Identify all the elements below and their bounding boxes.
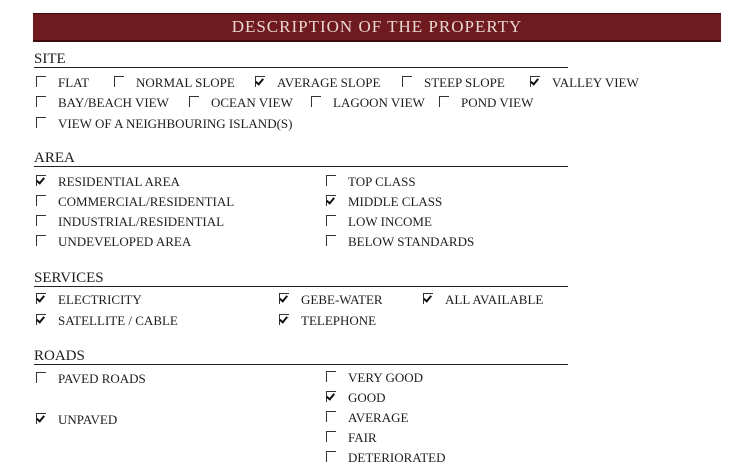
checkbox-icon (326, 195, 336, 206)
checkbox-label: VALLEY VIEW (552, 75, 639, 90)
checkbox-icon (326, 235, 336, 246)
checkbox-satellite-cable[interactable] (36, 313, 178, 328)
checkbox-icon (36, 413, 46, 424)
checkbox-icon (279, 314, 289, 325)
checkbox-icon (326, 175, 336, 186)
checkbox-pond-view[interactable] (439, 95, 533, 110)
checkbox-label: DETERIORATED (348, 450, 446, 465)
checkbox-below-standards[interactable] (326, 234, 474, 249)
checkbox-label: GEBE-WATER (301, 292, 383, 307)
checkbox-label: AVERAGE (348, 410, 409, 425)
checkbox-icon (189, 96, 199, 107)
checkbox-label: BELOW STANDARDS (348, 234, 475, 249)
checkbox-label: FLAT (58, 75, 90, 90)
checkbox-label: UNPAVED (58, 412, 118, 427)
section-heading-services: SERVICES (34, 270, 568, 287)
checkbox-label: ELECTRICITY (58, 292, 142, 307)
checkbox-label: AVERAGE SLOPE (277, 75, 381, 90)
form-title-banner: DESCRIPTION OF THE PROPERTY (33, 13, 721, 42)
checkbox-icon (423, 293, 433, 304)
checkbox-label: SATELLITE / CABLE (58, 313, 178, 328)
checkbox-label: OCEAN VIEW (211, 95, 293, 110)
checkbox-label: NORMAL SLOPE (136, 75, 235, 90)
checkbox-icon (36, 235, 46, 246)
checkbox-all-available[interactable] (423, 292, 543, 307)
checkbox-icon (36, 175, 46, 186)
checkbox-undeveloped-area[interactable] (36, 234, 191, 249)
checkbox-label: RESIDENTIAL AREA (58, 174, 180, 189)
checkbox-icon (326, 431, 336, 442)
checkbox-icon (326, 215, 336, 226)
checkbox-industrial-residential[interactable] (36, 214, 224, 229)
checkbox-label: STEEP SLOPE (424, 75, 505, 90)
checkbox-label: BAY/BEACH VIEW (58, 95, 169, 110)
checkbox-icon (36, 96, 46, 107)
checkbox-icon (530, 76, 540, 87)
checkbox-gebe-water[interactable] (279, 292, 383, 307)
checkbox-icon (36, 117, 46, 128)
checkbox-valley-view[interactable] (530, 75, 639, 90)
checkbox-label: COMMERCIAL/RESIDENTIAL (58, 194, 235, 209)
checkbox-lagoon-view[interactable] (311, 95, 425, 110)
checkbox-low-income[interactable] (326, 214, 432, 229)
checkbox-icon (36, 314, 46, 325)
checkbox-steep-slope[interactable] (402, 75, 505, 90)
checkbox-normal-slope[interactable] (114, 75, 235, 90)
checkbox-icon (326, 411, 336, 422)
checkbox-icon (255, 76, 265, 87)
section-heading-site: SITE (34, 51, 568, 68)
checkbox-telephone[interactable] (279, 313, 376, 328)
checkbox-icon (279, 293, 289, 304)
checkbox-bay-beach-view[interactable] (36, 95, 169, 110)
checkbox-label: TELEPHONE (301, 313, 377, 328)
checkbox-label: LAGOON VIEW (333, 95, 425, 110)
checkbox-icon (326, 371, 336, 382)
checkbox-icon (36, 195, 46, 206)
checkbox-fair[interactable] (326, 430, 377, 445)
checkbox-label: POND VIEW (461, 95, 534, 110)
checkbox-label: GOOD (348, 390, 386, 405)
checkbox-top-class[interactable] (326, 174, 416, 189)
checkbox-icon (326, 391, 336, 402)
section-heading-roads: ROADS (34, 348, 568, 365)
checkbox-flat[interactable] (36, 75, 89, 90)
checkbox-label: LOW INCOME (348, 214, 432, 229)
checkbox-label: INDUSTRIAL/RESIDENTIAL (58, 214, 225, 229)
checkbox-ocean-view[interactable] (189, 95, 293, 110)
checkbox-label: PAVED ROADS (58, 371, 146, 386)
checkbox-label: ALL AVAILABLE (445, 292, 544, 307)
checkbox-middle-class[interactable] (326, 194, 442, 209)
checkbox-commercial-residential[interactable] (36, 194, 234, 209)
checkbox-icon (326, 451, 336, 462)
checkbox-icon (36, 76, 46, 87)
checkbox-label: FAIR (348, 430, 377, 445)
checkbox-label: MIDDLE CLASS (348, 194, 443, 209)
checkbox-neighbouring-island-view[interactable] (36, 116, 292, 131)
checkbox-unpaved[interactable] (36, 412, 117, 427)
checkbox-label: TOP CLASS (348, 174, 416, 189)
checkbox-label: VIEW OF A NEIGHBOURING ISLAND(S) (58, 116, 293, 131)
checkbox-icon (36, 215, 46, 226)
checkbox-label: UNDEVELOPED AREA (58, 234, 192, 249)
checkbox-very-good[interactable] (326, 370, 423, 385)
checkbox-deteriorated[interactable] (326, 450, 446, 465)
checkbox-icon (402, 76, 412, 87)
checkbox-paved-roads[interactable] (36, 371, 146, 386)
checkbox-icon (36, 293, 46, 304)
checkbox-good[interactable] (326, 390, 386, 405)
checkbox-icon (36, 372, 46, 383)
checkbox-residential-area[interactable] (36, 174, 180, 189)
checkbox-icon (114, 76, 124, 87)
checkbox-electricity[interactable] (36, 292, 142, 307)
checkbox-icon (311, 96, 321, 107)
checkbox-average-slope[interactable] (255, 75, 380, 90)
section-heading-area: AREA (34, 150, 568, 167)
checkbox-label: VERY GOOD (348, 370, 423, 385)
checkbox-icon (439, 96, 449, 107)
checkbox-average[interactable] (326, 410, 408, 425)
